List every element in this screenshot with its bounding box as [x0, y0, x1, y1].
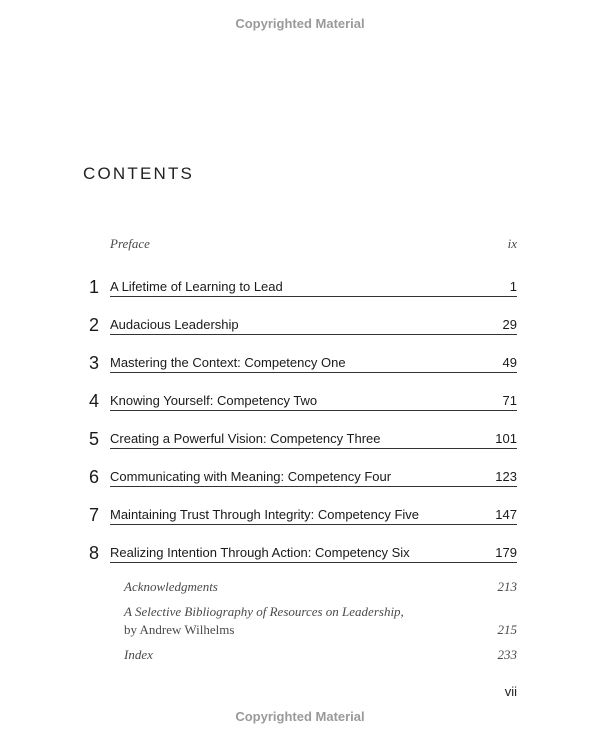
toc-chapter-3[interactable] [83, 353, 517, 373]
chapter-page: 179 [495, 545, 517, 560]
toc-entry-page: 213 [497, 579, 517, 594]
chapter-number: 3 [89, 353, 100, 373]
toc-entry-page: 233 [497, 647, 517, 662]
toc-chapter-5[interactable] [83, 429, 517, 449]
chapter-rule [110, 486, 517, 487]
chapter-number: 6 [89, 467, 100, 487]
toc-entry-acknowledgments[interactable] [124, 579, 517, 595]
toc-entry-label: Acknowledgments [124, 579, 218, 594]
chapter-rule [110, 334, 517, 335]
toc-entry-label: Index [124, 647, 153, 662]
chapter-title: Audacious Leadership [110, 317, 239, 332]
chapter-title: Mastering the Context: Competency One [110, 355, 346, 370]
chapter-number: 2 [89, 315, 100, 335]
copyright-watermark-top: Copyrighted Material [235, 16, 365, 31]
chapter-page: 71 [502, 393, 517, 408]
toc-entry-label: Preface [110, 236, 150, 251]
toc-chapter-6[interactable] [83, 467, 517, 487]
chapter-rule [110, 410, 517, 411]
toc-entry-byline: by Andrew Wilhelms [124, 622, 235, 637]
chapter-rule [110, 372, 517, 373]
toc-entry-preface[interactable] [110, 236, 517, 252]
chapter-number: 5 [89, 429, 100, 449]
chapter-rule [110, 448, 517, 449]
toc-chapter-4[interactable] [83, 391, 517, 411]
chapter-page: 49 [502, 355, 517, 370]
toc-entry-label: A Selective Bibliography of Resources on Leadership, [124, 604, 404, 619]
chapter-number: 8 [89, 543, 100, 563]
toc-entry-bibliography[interactable] [124, 604, 517, 638]
page-number: vii [504, 684, 517, 699]
chapter-title: Communicating with Meaning: Competency Four [110, 469, 392, 484]
toc-chapter-1[interactable] [83, 277, 517, 297]
copyright-watermark-bottom: Copyrighted Material [235, 709, 365, 724]
toc-entry-page: 215 [497, 622, 517, 637]
chapter-page: 1 [509, 279, 517, 294]
chapter-title: Maintaining Trust Through Integrity: Competency Five [110, 507, 420, 522]
chapter-number: 7 [89, 505, 100, 525]
toc-chapter-8[interactable] [83, 543, 517, 563]
chapter-title: Creating a Powerful Vision: Competency Three [110, 431, 381, 446]
toc-chapter-7[interactable] [83, 505, 517, 525]
chapter-page: 101 [495, 431, 517, 446]
chapter-title: A Lifetime of Learning to Lead [110, 279, 283, 294]
chapter-title: Knowing Yourself: Competency Two [110, 393, 318, 408]
chapter-page: 123 [495, 469, 517, 484]
chapter-rule [110, 562, 517, 563]
chapter-title: Realizing Intention Through Action: Competency Six [110, 545, 410, 560]
chapter-page: 29 [502, 317, 517, 332]
chapter-rule [110, 296, 517, 297]
page-title: CONTENTS [83, 164, 195, 183]
chapter-rule [110, 524, 517, 525]
chapter-number: 4 [89, 391, 100, 411]
chapter-page: 147 [495, 507, 517, 522]
toc-entry-page: ix [507, 236, 517, 251]
toc-chapter-2[interactable] [83, 315, 517, 335]
toc-entry-index[interactable] [124, 647, 517, 663]
chapter-number: 1 [89, 277, 100, 297]
